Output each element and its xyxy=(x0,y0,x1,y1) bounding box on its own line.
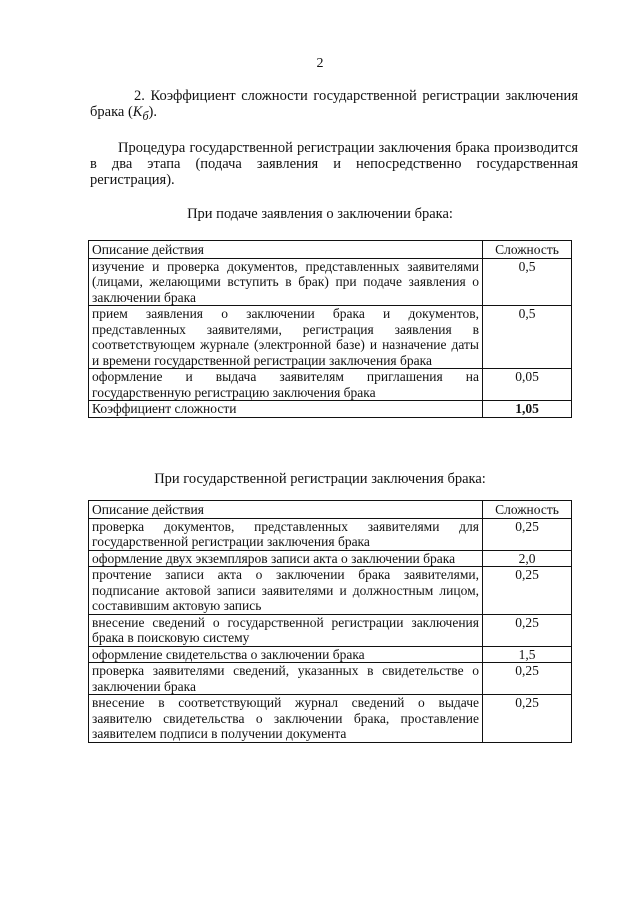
section-title-suffix: ). xyxy=(148,104,157,120)
intro-paragraph: Процедура государственной регистрации заключения брака производится в два этапа (подача заявления и непосредственно государственная регистрация). xyxy=(90,140,578,188)
row-complexity: 0,25 xyxy=(483,567,572,615)
table-row xyxy=(89,695,572,743)
coef-subscript: б xyxy=(142,108,149,123)
row-complexity: 0,25 xyxy=(483,518,572,550)
table-header-row xyxy=(89,501,572,519)
row-description: изучение и проверка документов, представленных заявителями (лицами, желающими вступить в брак) при подаче заявления о заключении брака xyxy=(89,258,483,306)
row-complexity: 0,05 xyxy=(483,369,572,401)
row-complexity: 1,5 xyxy=(483,646,572,663)
section-title xyxy=(90,88,578,124)
row-description: проверка заявителями сведений, указанных в свидетельстве о заключении брака xyxy=(89,663,483,695)
row-description: прочтение записи акта о заключении брака заявителями, подписание актовой записи заявителями и должностным лицом, составившим актовую запись xyxy=(89,567,483,615)
table2-caption: При государственной регистрации заключения брака: xyxy=(154,471,486,487)
page-number: 2 xyxy=(316,56,324,71)
table-row xyxy=(89,518,572,550)
table-header-row xyxy=(89,241,572,259)
table-row xyxy=(89,369,572,401)
row-complexity: 2,0 xyxy=(483,550,572,567)
table-application-stage xyxy=(88,240,572,418)
header-description: Описание действия xyxy=(89,501,483,519)
table-row xyxy=(89,646,572,663)
header-complexity: Сложность xyxy=(483,241,572,259)
row-description: внесение в соответствующий журнал сведений о выдаче заявителю свидетельства о заключении брака, проставление заявителем подписи в получении документа xyxy=(89,695,483,743)
row-description: оформление свидетельства о заключении брака xyxy=(89,646,483,663)
table-row xyxy=(89,567,572,615)
table-row xyxy=(89,306,572,369)
table-total-row xyxy=(89,401,572,418)
coef-symbol: K xyxy=(132,104,143,120)
table-row xyxy=(89,258,572,306)
row-complexity: 0,25 xyxy=(483,663,572,695)
row-description: оформление и выдача заявителям приглашения на государственную регистрацию заключения брака xyxy=(89,369,483,401)
header-description: Описание действия xyxy=(89,241,483,259)
row-description: оформление двух экземпляров записи акта о заключении брака xyxy=(89,550,483,567)
header-complexity: Сложность xyxy=(483,501,572,519)
table-row xyxy=(89,550,572,567)
row-complexity: 0,25 xyxy=(483,695,572,743)
total-value: 1,05 xyxy=(483,401,572,418)
row-description: внесение сведений о государственной регистрации заключения брака в поисковую систему xyxy=(89,614,483,646)
row-complexity: 0,5 xyxy=(483,258,572,306)
row-complexity: 0,25 xyxy=(483,614,572,646)
table-row xyxy=(89,663,572,695)
table1-caption: При подаче заявления о заключении брака: xyxy=(187,206,453,222)
table-registration-stage xyxy=(88,500,572,743)
row-description: прием заявления о заключении брака и документов, представленных заявителями, регистрация заявления в соответствующем журнале (электронной базе) и назначение даты и времени государственной регистрации заключения брака xyxy=(89,306,483,369)
total-label: Коэффициент сложности xyxy=(89,401,483,418)
row-complexity: 0,5 xyxy=(483,306,572,369)
row-description: проверка документов, представленных заявителями для государственной регистрации заключения брака xyxy=(89,518,483,550)
table-row xyxy=(89,614,572,646)
section-title-text: 2. Коэффициент сложности государственной регистрации заключения брака ( xyxy=(90,88,578,120)
